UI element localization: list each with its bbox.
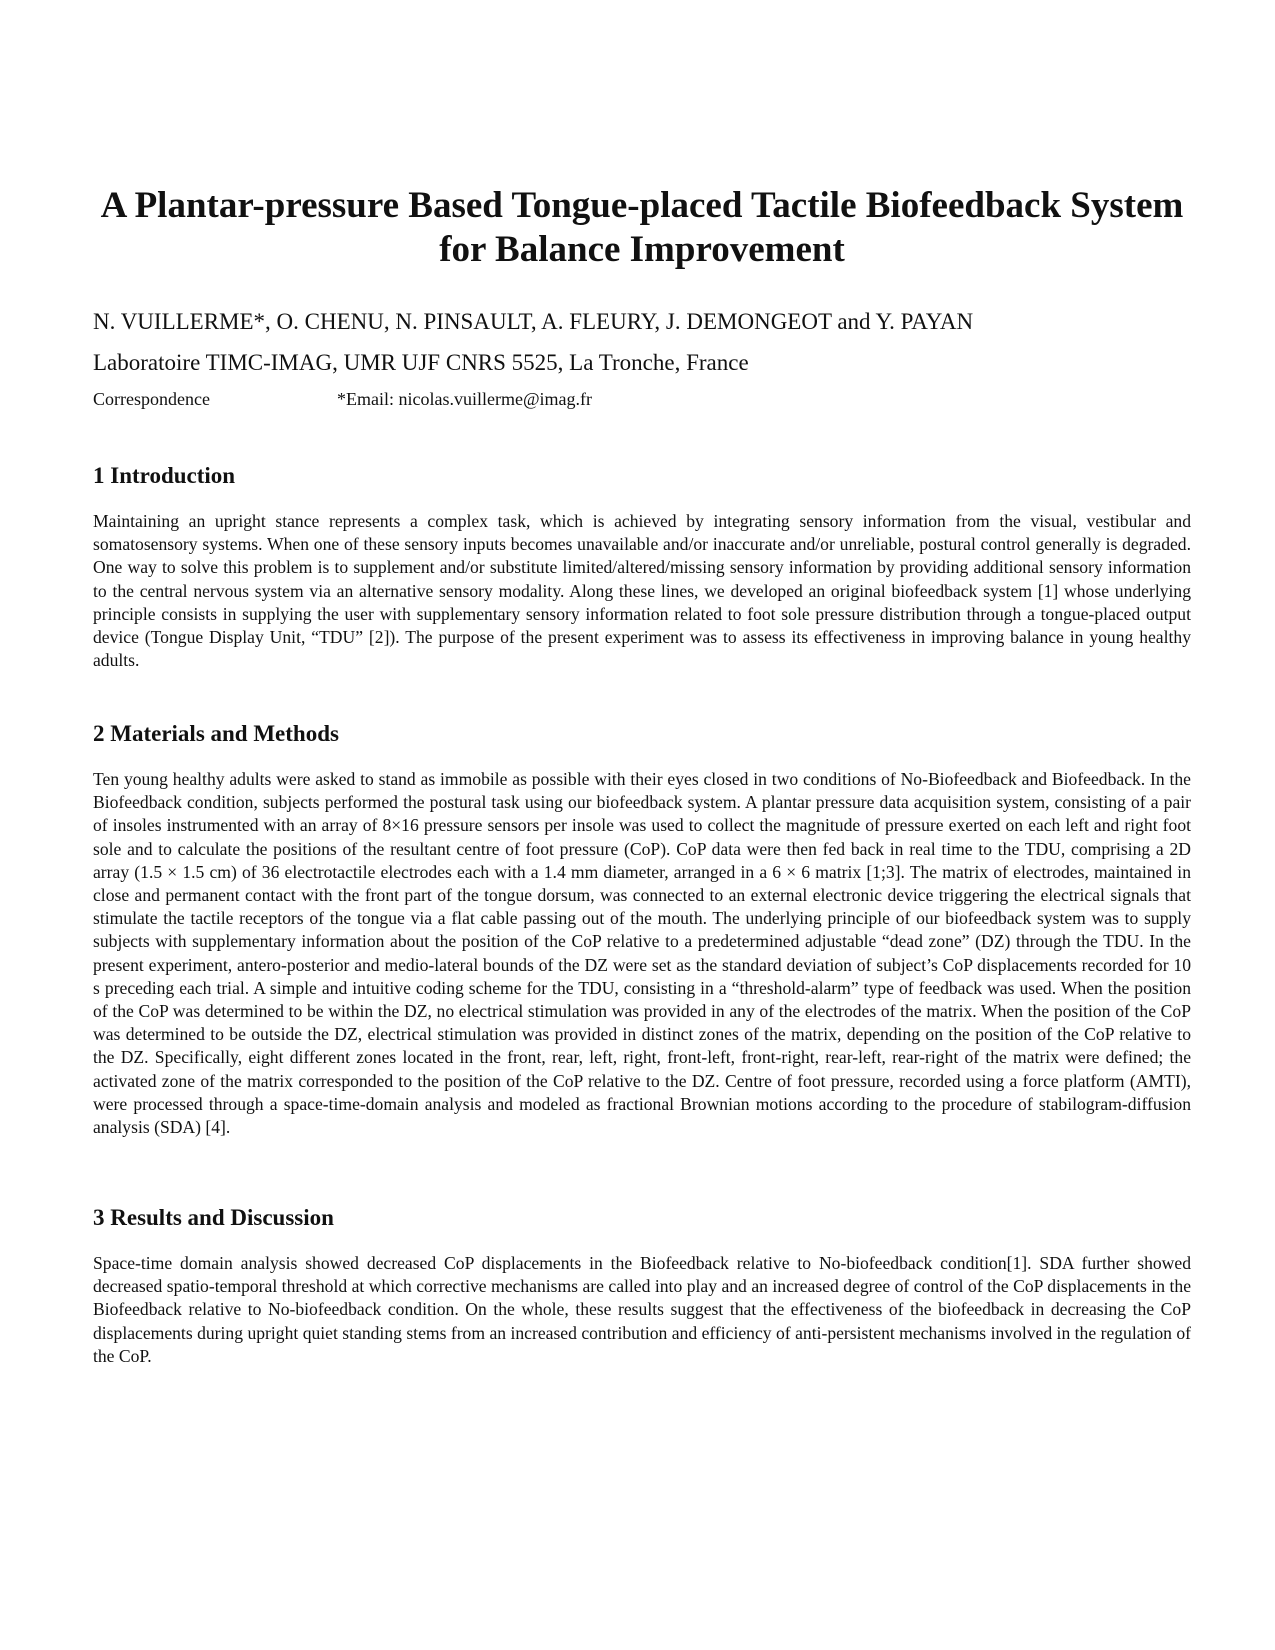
paper-page — [93, 0, 1191, 1650]
section-heading-results-discussion: 3 Results and Discussion — [93, 1205, 334, 1230]
section-body-materials-methods: Ten young healthy adults were asked to stand as immobile as possible with their eyes closed in two conditions of No-Biofeedback and Biofeedback. In the Biofeedback condition, subjects performed the postural task using our biofeedback system. A plantar pressure data acquisition system, consisting of a pair of insoles instrumented with an array of 8×16 pressure sensors per insole was used to collect the magnitude of pressure exerted on each left and right foot sole and to calculate the positions of the resultant centre of foot pressure (CoP). CoP data were then fed back in real time to the TDU, comprising a 2D array (1.5 × 1.5 cm) of 36 electrotactile electrodes each with a 1.4 mm diameter, arranged in a 6 × 6 matrix [1;3]. The matrix of electrodes, maintained in close and permanent contact with the front part of the tongue dorsum, was connected to an external electronic device triggering the electrical signals that stimulate the tactile receptors of the tongue via a flat cable passing out of the mouth. The underlying principle of our biofeedback system was to supply subjects with supplementary information about the position of the CoP relative to a predetermined adjustable “dead zone” (DZ) through the TDU. In the present experiment, antero-posterior and medio-lateral bounds of the DZ were set as the standard deviation of subject’s CoP displacements recorded for 10 s preceding each trial. A simple and intuitive coding scheme for the TDU, consisting in a “threshold-alarm” type of feedback was used. When the position of the CoP was determined to be within the DZ, no electrical stimulation was provided in any of the electrodes of the matrix. When the position of the CoP was determined to be outside the DZ, electrical stimulation was provided in distinct zones of the matrix, depending on the position of the CoP relative to the DZ. Specifically, eight different zones located in the front, rear, left, right, front-left, front-right, rear-left, rear-right of the matrix were defined; the activated zone of the matrix corresponded to the position of the CoP relative to the DZ. Centre of foot pressure, recorded using a force platform (AMTI), were processed through a space-time-domain analysis and modeled as fractional Brownian motions according to the procedure of stabilogram-diffusion analysis (SDA) [4]. — [93, 769, 1191, 1138]
affiliation: Laboratoire TIMC-IMAG, UMR UJF CNRS 5525, La Tronche, France — [93, 350, 749, 375]
section-heading-materials-methods: 2 Materials and Methods — [93, 721, 339, 746]
correspondence-email: *Email: nicolas.vuillerme@imag.fr — [337, 389, 593, 409]
section-heading-introduction: 1 Introduction — [93, 463, 236, 488]
correspondence-label: Correspondence — [93, 389, 210, 409]
section-body-introduction: Maintaining an upright stance represents a complex task, which is achieved by integrating sensory information from the visual, vestibular and somatosensory systems. When one of these sensory inputs becomes unavailable and/or inaccurate and/or unreliable, postural control generally is degraded. One way to solve this problem is to supplement and/or substitute limited/altered/missing sensory information by providing additional sensory information to the central nervous system via an alternative sensory modality. Along these lines, we developed an original biofeedback system [1] whose underlying principle consists in supplying the user with supplementary sensory information related to foot sole pressure distribution through a tongue-placed output device (Tongue Display Unit, “TDU” [2]). The purpose of the present experiment was to assess its effectiveness in improving balance in young healthy adults. — [93, 511, 1191, 671]
section-body-results-discussion: Space-time domain analysis showed decreased CoP displacements in the Biofeedback relative to No-biofeedback condition[1]. SDA further showed decreased spatio-temporal threshold at which corrective mechanisms are called into play and an increased degree of control of the CoP displacements in the Biofeedback relative to No-biofeedback condition. On the whole, these results suggest that the effectiveness of the biofeedback in decreasing the CoP displacements during upright quiet standing stems from an increased contribution and efficiency of anti-persistent mechanisms involved in the regulation of the CoP. — [93, 1253, 1191, 1366]
paper-title: A Plantar-pressure Based Tongue-placed Tactile Biofeedback System for Balance Improvement — [100, 185, 1184, 270]
author-list: N. VUILLERME*, O. CHENU, N. PINSAULT, A. FLEURY, J. DEMONGEOT and Y. PAYAN — [93, 309, 974, 334]
correspondence-line — [93, 388, 592, 410]
